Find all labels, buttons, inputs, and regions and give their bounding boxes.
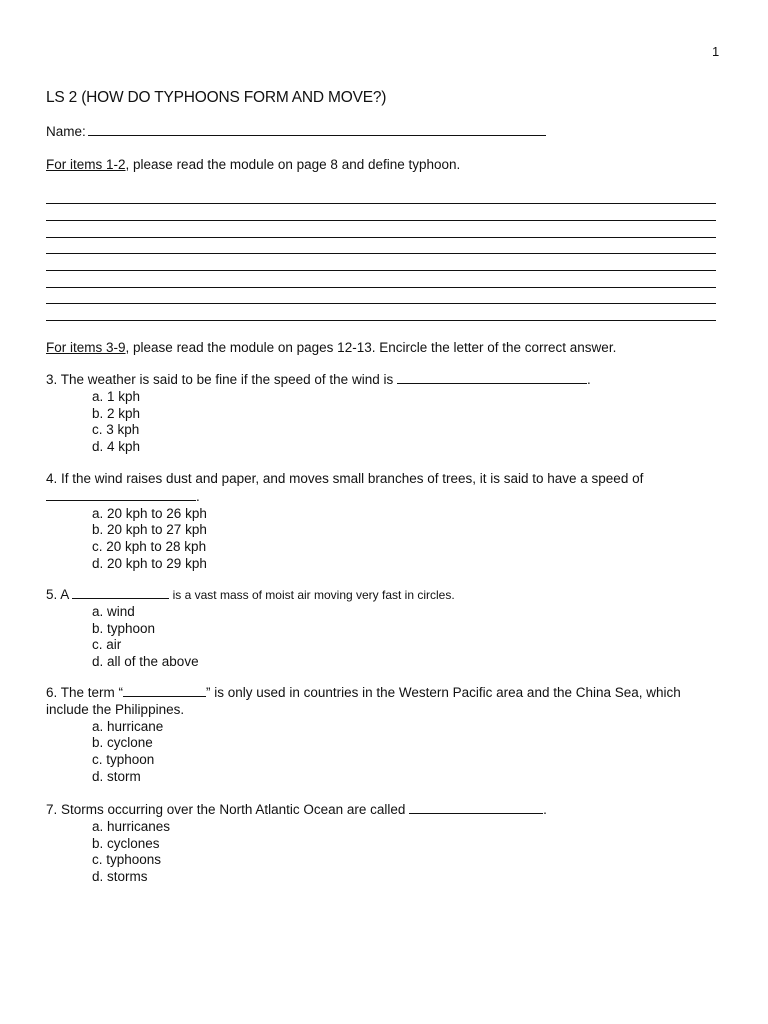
answer-line[interactable] [46,320,716,321]
question-4-blank[interactable] [46,488,196,501]
question-5-blank[interactable] [72,586,169,599]
question-7 [46,801,721,886]
answer-line[interactable] [46,203,716,204]
answer-line[interactable] [46,287,716,288]
answer-line[interactable] [46,270,716,271]
instruction-items-3-9-bold: For items 3-9 [46,340,126,355]
question-7-options [92,819,721,886]
page-number: 1 [712,44,720,59]
question-7-blank[interactable] [409,801,543,814]
option-d[interactable]: d. 20 kph to 29 kph [92,555,207,571]
instruction-items-1-2-bold: For items 1-2 [46,157,126,172]
question-3-end: . [586,372,591,387]
question-4 [46,471,721,573]
question-6-blank[interactable] [123,684,206,697]
option-c[interactable]: c. typhoon [92,752,155,768]
option-a[interactable]: a. 20 kph to 26 kph [92,505,207,521]
option-b[interactable]: b. typhoon [92,620,156,636]
question-7-end: . [543,802,547,817]
question-3 [46,371,721,456]
page-title: LS 2 (HOW DO TYPHOONS FORM AND MOVE?) [46,89,387,106]
instruction-items-1-2-text: , please read the module on page 8 and define typhoon. [125,157,461,172]
option-d[interactable]: d. all of the above [92,654,199,670]
option-c[interactable]: c. 3 kph [92,422,140,438]
name-field-line[interactable] [88,123,546,136]
question-5-end: is a vast mass of moist air moving very fast in circles. [169,588,455,602]
question-4-end: . [196,488,200,504]
instruction-items-3-9 [46,340,616,355]
option-a[interactable]: a. hurricane [92,718,164,734]
option-c[interactable]: c. air [92,637,122,653]
option-d[interactable]: d. storms [92,869,148,885]
option-a[interactable]: a. hurricanes [92,818,171,834]
option-b[interactable]: b. 2 kph [92,405,141,421]
question-5-options [92,604,721,671]
question-6-end: ” is only used in countries in the Western Pacific area and the China Sea, which include the Philippines. [46,685,681,717]
option-a[interactable]: a. 1 kph [92,388,141,404]
question-3-blank[interactable] [397,371,587,384]
name-label: Name: [46,124,86,139]
question-6 [46,684,721,786]
option-b[interactable]: b. 20 kph to 27 kph [92,522,207,538]
instruction-items-1-2 [46,157,460,172]
answer-line[interactable] [46,220,716,221]
question-6-options [92,719,721,786]
option-b[interactable]: b. cyclone [92,735,153,751]
question-4-text: 4. If the wind raises dust and paper, and moves small branches of trees, it is said to have a speed of [46,471,644,486]
option-a[interactable]: a. wind [92,603,135,619]
answer-line[interactable] [46,303,716,304]
name-row [46,123,546,139]
option-c[interactable]: c. typhoons [92,852,162,868]
option-b[interactable]: b. cyclones [92,835,160,851]
instruction-items-3-9-text: , please read the module on pages 12-13. Encircle the letter of the correct answer. [125,340,617,355]
question-7-text: 7. Storms occurring over the North Atlantic Ocean are called [46,802,410,817]
question-5-text: 5. A [46,587,73,602]
answer-line[interactable] [46,253,716,254]
option-d[interactable]: d. 4 kph [92,439,141,455]
question-5 [46,586,721,671]
question-3-options [92,389,721,456]
question-4-options [92,506,721,573]
question-3-text: 3. The weather is said to be fine if the speed of the wind is [46,372,397,387]
option-d[interactable]: d. storm [92,768,141,784]
option-c[interactable]: c. 20 kph to 28 kph [92,539,207,555]
answer-line[interactable] [46,237,716,238]
question-6-text: 6. The term “ [46,685,124,700]
